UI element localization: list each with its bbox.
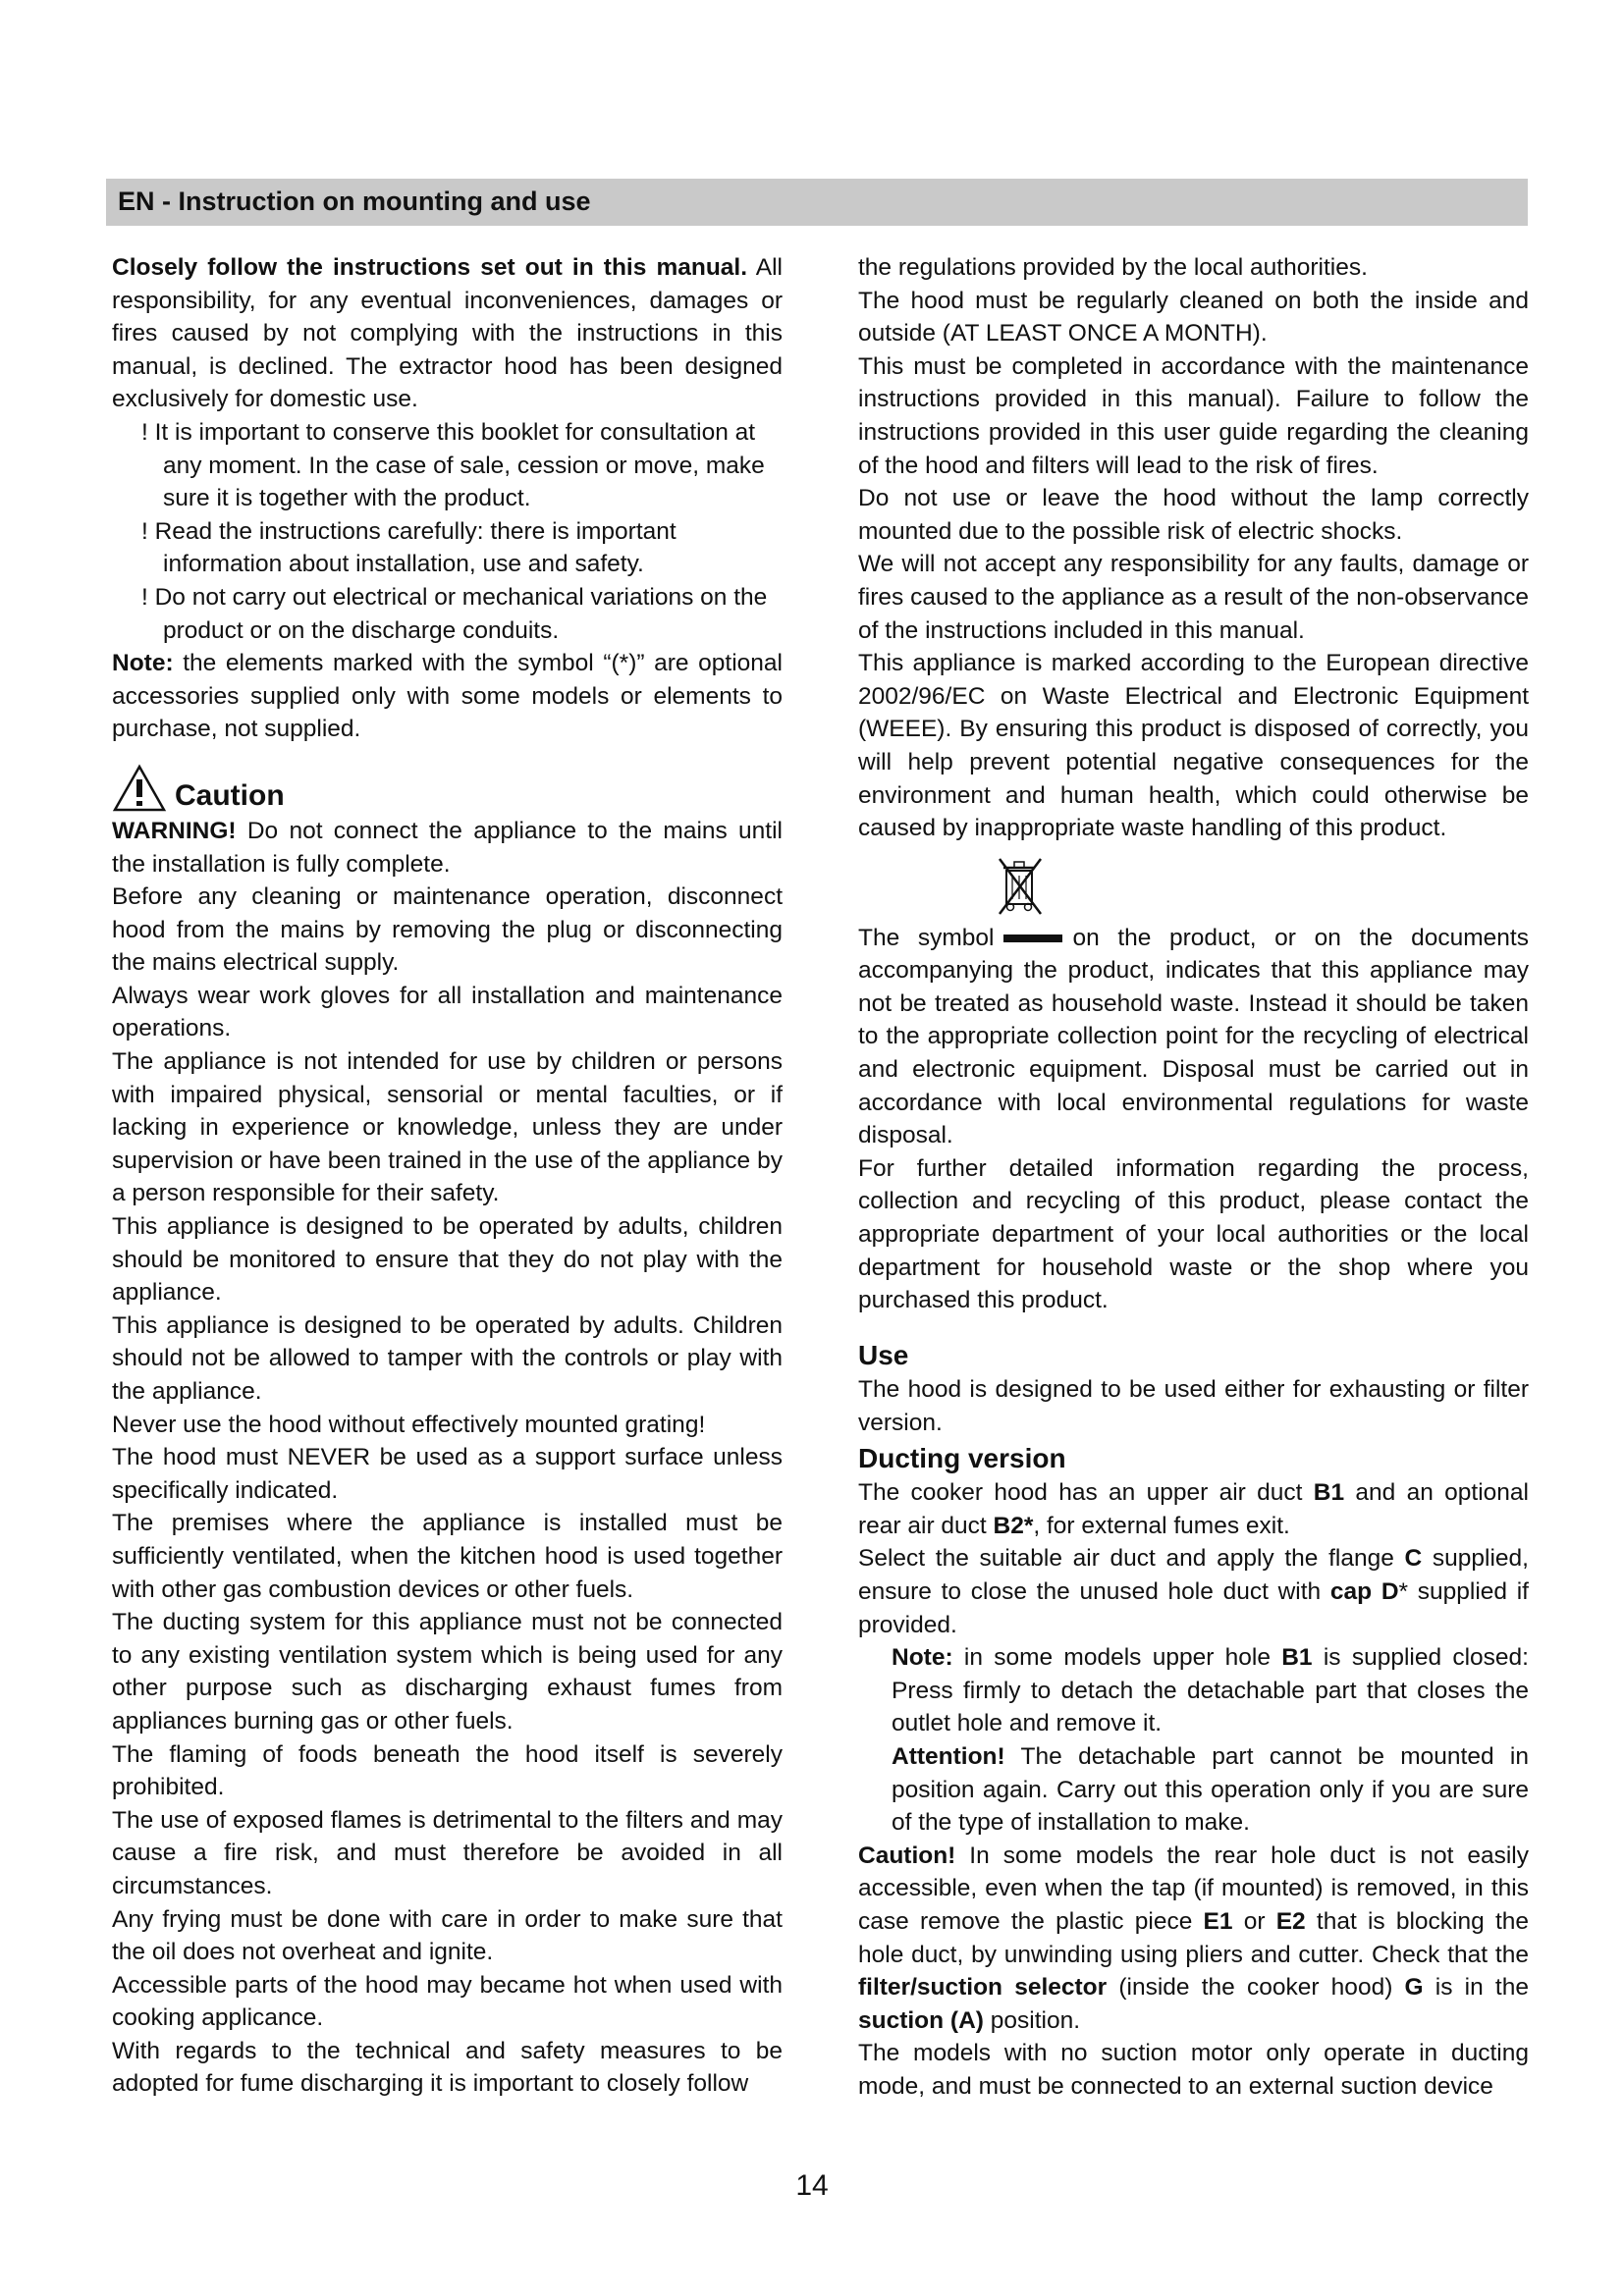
maintenance-paragraph: the regulations provided by the local authorities. [858,254,1368,281]
ducting-paragraph [858,1542,1529,1641]
ducting-ref: E2 [1275,1907,1306,1935]
intro-bold: Closely follow the instructions set out in this manual. [112,254,748,281]
ducting-text: (inside the cooker hood) [1107,1974,1405,2002]
note-text: the elements marked with the symbol “(*)” are optional accessories supplied only with some models or elements to purchase, not supplied. [112,650,783,743]
note-label: Note: [892,1644,953,1672]
ducting-heading: Ducting version [858,1442,1066,1473]
bullet-item: ! Read the instructions carefully: there is important information about installation, use and safety. [141,517,677,578]
use-heading: Use [858,1339,909,1370]
right-column [858,251,1529,2103]
ducting-paragraph [858,1476,1529,1542]
section-title: EN - Instruction on mounting and use [118,187,591,216]
warning-text: Do not connect the appliance to the mains until the installation is fully complete. [112,817,783,878]
ducting-text: * supplied if provided. [858,1577,1529,1638]
ducting-text: that is blocking the hole duct, by unwinding using pliers and cutter. Check that the [858,1907,1530,1968]
ducting-text: Select the suitable air duct and apply the flange [858,1545,1405,1573]
ducting-ref: G [1404,1974,1424,2002]
weee-paragraph: This appliance is marked according to the European directive 2002/96/EC on Waste Electrical and Electronic Equipment (WEEE). By ensuring this product is disposed of correctly, you will help prevent potential negative consequences for the environment and human health, which could otherwise be caused by inappropriate waste handling of this product. [858,650,1529,842]
safety-paragraph: The use of exposed flames is detrimental to the filters and may cause a fire risk, and must therefore be avoided in all circumstances. [112,1806,783,1899]
caution-title: Caution [175,778,285,812]
weee-symbol [858,857,1529,922]
ducting-ref: E1 [1203,1907,1233,1935]
ducting-text: is supplied closed: Press firmly to detach the detachable part that closes the outlet hole and remove it. [892,1644,1529,1737]
safety-paragraph: The hood must NEVER be used as a support surface unless specifically indicated. [112,1444,783,1504]
ducting-text: , for external fumes exit. [1033,1512,1290,1539]
safety-paragraph: Accessible parts of the hood may became hot when used with cooking applicance. [112,1971,783,2032]
use-paragraph: The hood is designed to be used either for exhausting or filter version. [858,1376,1529,1436]
safety-paragraph: The flaming of foods beneath the hood itself is severely prohibited. [112,1740,783,1801]
note-label: Note: [112,650,174,677]
crossed-bin-icon [998,857,1043,918]
ducting-paragraph: The models with no suction motor only operate in ducting mode, and must be connected to an external suction device [858,2040,1529,2100]
ducting-caution [858,1840,1529,2038]
ducting-ref: B1 [1281,1644,1313,1672]
ducting-text: or [1232,1907,1276,1935]
attention-label: Attention! [892,1742,1005,1770]
caution-heading [112,764,783,813]
ducting-ref: suction (A) [858,2006,984,2034]
warning-label: WARNING! [112,817,237,844]
safety-paragraph: Any frying must be done with care in order to make sure that the oil does not overheat and ignite. [112,1905,783,1966]
ducting-text: In some models the rear hole duct is not easily accessible, even when the tap (if mounted) is removed, in this case remove the plastic piece [858,1842,1529,1935]
ducting-text: is in the [1423,1974,1529,2002]
intro-text: All responsibility, for any eventual inconveniences, damages or fires caused by not complying with the instructions in this manual, is declined. The extractor hood has been designed exclusively for domestic use. [112,254,784,413]
warning-triangle-icon [112,764,167,813]
ducting-text: The cooker hood has an upper air duct [858,1479,1314,1507]
ducting-text: and an optional rear air duct [858,1479,1529,1539]
maintenance-paragraph: This must be completed in accordance with the maintenance instructions provided in this manual). Failure to follow the instructions provided in this user guide regarding the cleaning of the hood and filters will lead to the risk of fires. [858,352,1529,479]
ducting-ref: cap D [1329,1577,1399,1605]
ducting-text: in some models upper hole [952,1644,1282,1672]
intro-paragraph [112,251,783,416]
ducting-attention [858,1740,1529,1840]
maintenance-paragraph: Do not use or leave the hood without the lamp correctly mounted due to the possible risk of electric shocks. [858,485,1529,545]
maintenance-paragraph: The hood must be regularly cleaned on both the inside and outside (AT LEAST ONCE A MONTH). [858,287,1529,347]
symbol-prefix: The symbol [858,924,995,951]
symbol-text: on the product, or on the documents accompanying the product, indicates that this appliance may not be treated as household waste. Instead it should be taken to the appropriate collection point for the recycling of electrical and electronic equipment. Disposal must be carried out in accordance with local environmental regulations for waste disposal. [858,924,1529,1149]
warning-paragraph [112,815,783,881]
ducting-ref: B1 [1313,1479,1345,1507]
page-number: 14 [795,2169,829,2202]
caution-label: Caution! [858,1842,956,1869]
weee-bar-icon [1003,934,1062,942]
ducting-text: supplied, ensure to close the unused hole duct with [858,1545,1529,1605]
info-paragraph: For further detailed information regarding the process, collection and recycling of this product, please contact the appropriate department of your local authorities or the local department for household waste or the shop where you purchased this product. [858,1154,1529,1314]
safety-paragraph: With regards to the technical and safety measures to be adopted for fume discharging it is important to closely follow [112,2037,783,2098]
ducting-ref: filter/suction selector [858,1974,1108,2002]
ducting-note [858,1641,1529,1740]
ducting-text: The detachable part cannot be mounted in position again. Carry out this operation only if you are sure of the type of installation to make. [892,1742,1529,1837]
safety-paragraph: The appliance is not intended for use by children or persons with impaired physical, sensorial or mental faculties, or if lacking in experience or knowledge, unless they are under supervision or have been trained in the use of the appliance by a person responsible for their safety. [112,1048,783,1207]
symbol-paragraph [858,922,1529,1152]
ducting-text: position. [983,2006,1080,2034]
bullet-item: ! Do not carry out electrical or mechanical variations on the product or on the discharge conduits. [141,583,768,644]
maintenance-paragraph: We will not accept any responsibility for any faults, damage or fires caused to the appliance as a result of the non-observance of the instructions included in this manual. [858,551,1529,644]
section-header-bar [106,179,1528,226]
ducting-ref: B2* [993,1512,1034,1539]
bullet-item: ! It is important to conserve this booklet for consultation at any moment. In the case of sale, cession or move, make sure it is together with the product. [141,418,765,512]
safety-paragraph: The ducting system for this appliance must not be connected to any existing ventilation system which is being used for any other purpose such as discharging exhaust fumes from appliances burning gas or other fuels. [112,1609,783,1735]
ducting-ref: C [1404,1545,1423,1573]
note-paragraph [112,647,783,746]
safety-paragraph: This appliance is designed to be operated by adults. Children should not be allowed to tamper with the controls or play with the appliance. [112,1311,783,1405]
safety-paragraph: This appliance is designed to be operated by adults, children should be monitored to ensure that they do not play with the appliance. [112,1213,783,1307]
left-column [112,251,783,2101]
safety-paragraph: Always wear work gloves for all installation and maintenance operations. [112,982,783,1042]
safety-paragraph: Never use the hood without effectively mounted grating! [112,1411,706,1438]
safety-paragraph: The premises where the appliance is installed must be sufficiently ventilated, when the kitchen hood is used together with other gas combustion devices or other fuels. [112,1510,783,1603]
safety-paragraph: Before any cleaning or maintenance operation, disconnect hood from the mains by removing the plug or disconnecting the mains electrical supply. [112,883,783,977]
